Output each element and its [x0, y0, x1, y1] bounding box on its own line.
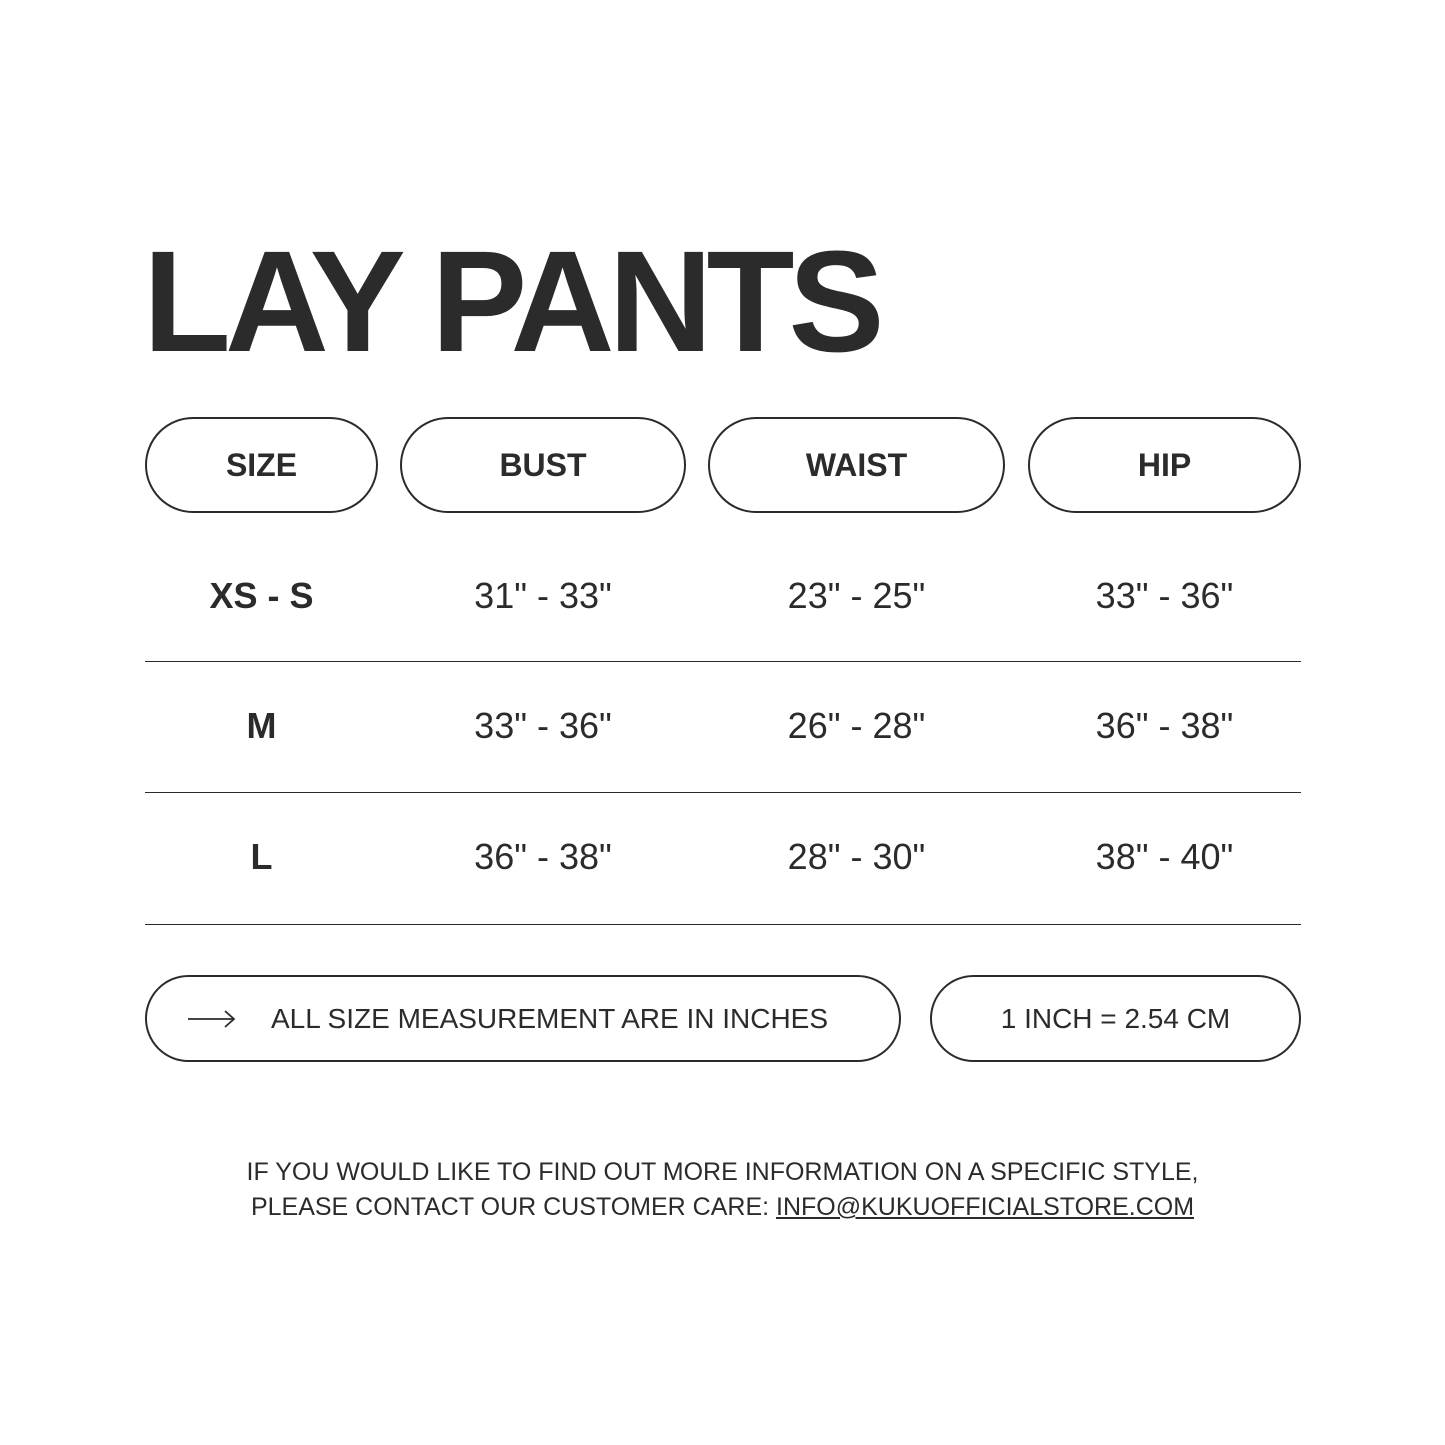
hip-cell: 38" - 40"	[1095, 836, 1234, 877]
size-cell: M	[246, 705, 277, 746]
bust-cell: 36" - 38"	[474, 836, 612, 877]
email-link[interactable]: INFO@KUKUOFFICIALSTORE.COM	[776, 1193, 1195, 1221]
conversion-note-text: 1 INCH = 2.54 CM	[1000, 1002, 1231, 1034]
footer-contact-label: PLEASE CONTACT OUR CUSTOMER CARE:	[250, 1193, 777, 1221]
row-divider	[145, 792, 1301, 793]
footer-line-2	[0, 1190, 1445, 1225]
conversion-note	[930, 975, 1301, 1062]
header-hip: HIP	[1028, 417, 1301, 513]
header-size: SIZE	[145, 417, 378, 513]
size-cell: L	[250, 836, 273, 877]
measurement-note-text: ALL SIZE MEASUREMENT ARE IN INCHES	[271, 1002, 829, 1034]
header-bust: BUST	[400, 417, 686, 513]
waist-cell: 28" - 30"	[787, 836, 926, 877]
waist-cell: 26" - 28"	[787, 705, 926, 746]
bust-cell: 31" - 33"	[474, 575, 612, 616]
footer-line-1: IF YOU WOULD LIKE TO FIND OUT MORE INFORMATION ON A SPECIFIC STYLE,	[246, 1158, 1199, 1186]
size-cell: XS - S	[209, 575, 314, 616]
row-divider	[145, 661, 1301, 662]
bust-cell: 33" - 36"	[474, 705, 612, 746]
measurement-note	[145, 975, 901, 1062]
hip-cell: 33" - 36"	[1095, 575, 1234, 616]
page-title: LAY PANTS	[143, 221, 879, 382]
header-waist: WAIST	[708, 417, 1005, 513]
waist-cell: 23" - 25"	[787, 575, 926, 616]
arrow-right-icon	[187, 1007, 237, 1031]
row-divider	[145, 924, 1301, 925]
hip-cell: 36" - 38"	[1095, 705, 1234, 746]
